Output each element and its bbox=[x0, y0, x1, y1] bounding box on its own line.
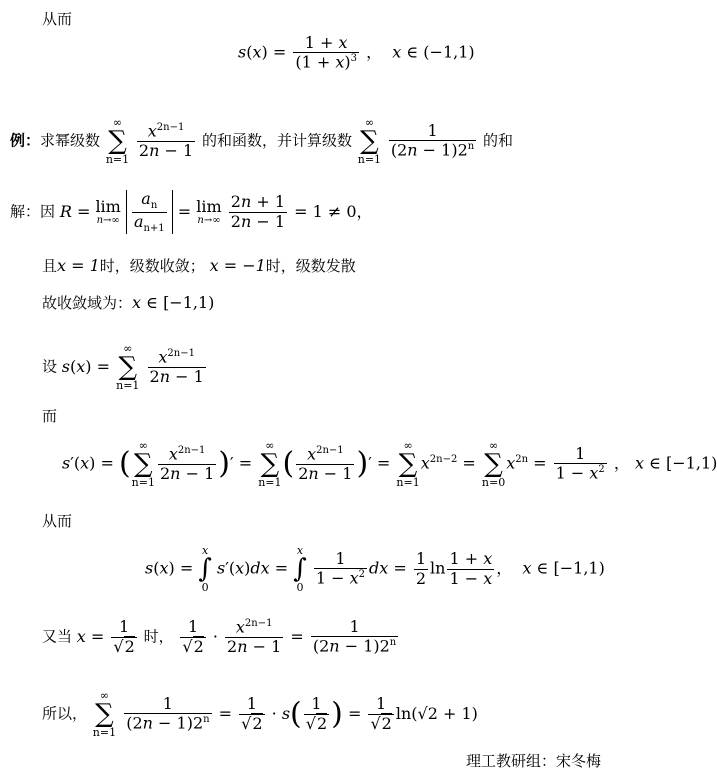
example-label: 例： bbox=[10, 131, 41, 150]
line-congshi-2: 从而 bbox=[42, 512, 73, 530]
line-congshi-1: 从而 bbox=[42, 10, 73, 28]
domain-line: 故收敛域为：x ∈ [−1,1) bbox=[42, 293, 215, 312]
define-s-line: 设 s(x) = ∞ ∑ n=1 $\frac{x^{2n-1}}{2n - 1}$ bbox=[42, 342, 204, 392]
footer-author: 理工教研组：宋冬梅 bbox=[466, 752, 602, 770]
example-line: 例：求幂级数 ∞ ∑ n=1 $\frac{x^{2n-1}}{2n - 1}$ 的和函数，并计算级数 ∞ ∑ n=1 $\frac{1}{(2n - 1)2^n}$ 的和 bbox=[10, 116, 514, 166]
formula-s-x: s(x) = $\frac{1 + x}{(1 + x)^3}$ ， x ∈ (−1,1) bbox=[238, 33, 475, 72]
er-line: 而 bbox=[42, 407, 58, 425]
formula-s-prime: s′(x) = (∞ ∑ n=1 $\frac{x^{2n-1}}{2n - 1}$ )′ = ∞ ∑ n=1( $\frac{x^{2n-1}}{2n - 1}$ )′ = ∞ ∑ $n=1x^{2n-2}$ = ∞ ∑ $n=0x^{2n}$ = $\frac{1}{1 - x^2}$ ， x ∈ [−1,1) bbox=[62, 439, 717, 489]
when-line: 又当 x = $\frac{1}{√2}$ 时， $\frac{1}{√2}$ · $\frac{x^{2n-1}}{2n - 1}$ = $\frac{1}{(2n - 1)2^n}$ bbox=[42, 617, 397, 656]
convergence-line: 且x = 1时，级数收敛； x = −1时，级数发散 bbox=[42, 256, 356, 275]
formula-integral: s(x) = x ∫ 0 s′(x)dx = x ∫ 0 $\frac{1}{1 - x^2}$ dx = $\frac{1}{2}$ ln $\frac{1 + x}{1 - x}$ ， x ∈ [−1,1) bbox=[145, 544, 605, 594]
solution-line: 解：因 R = lim n→∞ $\frac{a_n}{a_{n+1}}$ = lim n→∞ $\frac{2n + 1}{2n - 1}$ = 1 ≠ 0， bbox=[10, 189, 373, 234]
therefore-line: 所以， ∞ ∑ n=1 $\frac{1}{(2n - 1)2^n}$ = $\frac{1}{√2}$ · s( $\frac{1}{√2}$ ) = $\frac{1}{√2}$ ln(√2 + 1) bbox=[42, 689, 478, 739]
